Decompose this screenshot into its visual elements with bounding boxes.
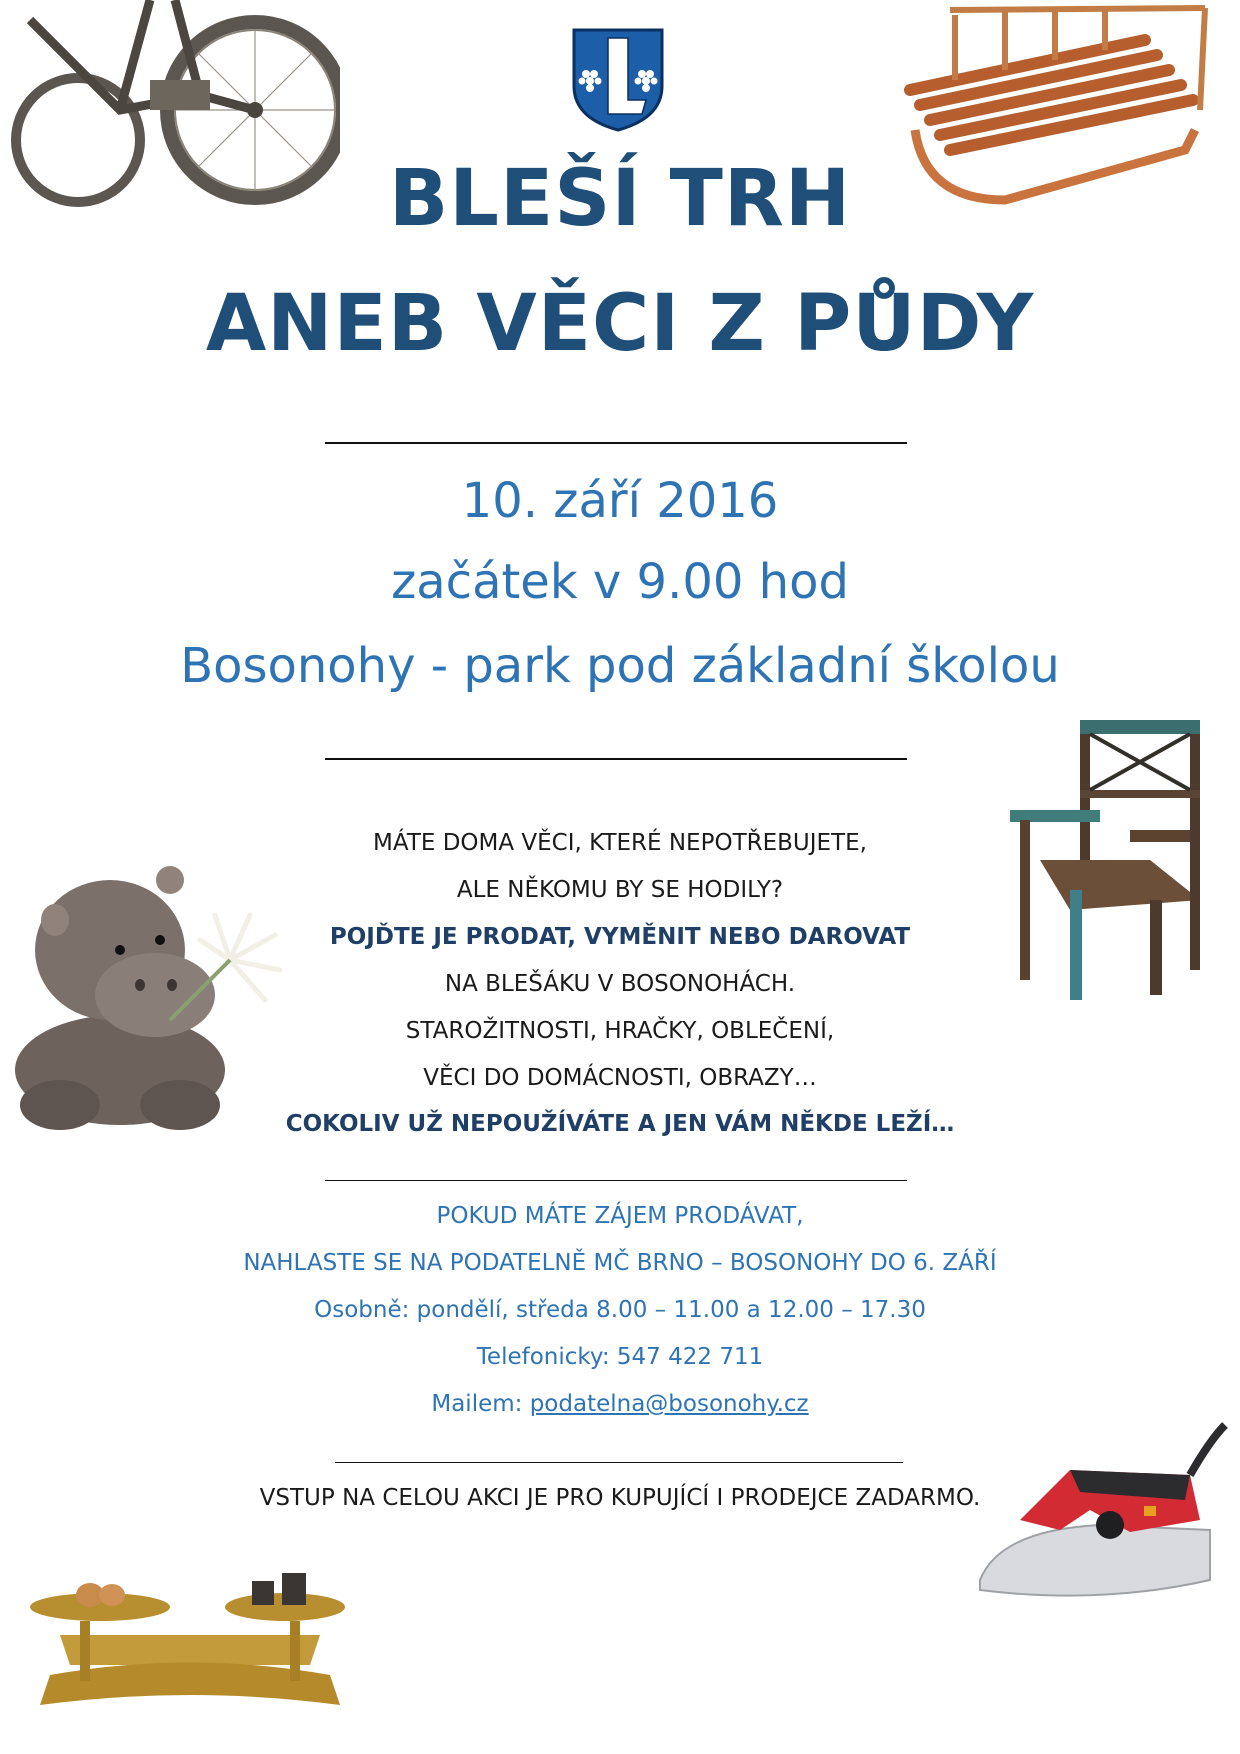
event-start-time: začátek v 9.00 hod (391, 554, 849, 610)
event-place: Bosonohy - park pod základní školou (180, 638, 1060, 694)
body-line-7: COKOLIV UŽ NEPOUŽÍVÁTE A JEN VÁM NĚKDE LEŽÍ… (285, 1111, 955, 1137)
body-line-3: POJĎTE JE PRODAT, VYMĚNIT NEBO DAROVAT (329, 924, 911, 950)
page-subtitle: ANEB VĚCI Z PŮDY (205, 279, 1035, 369)
office-hours: Osobně: pondělí, středa 8.00 – 11.00 a 12.00 – 17.30 (314, 1297, 926, 1323)
chair-image (1000, 710, 1215, 1010)
body-line-2: ALE NĚKOMU BY SE HODILY? (456, 877, 784, 903)
mail-link[interactable]: podatelna@bosonohy.cz (529, 1391, 809, 1417)
page-title: BLEŠÍ TRH (388, 154, 852, 244)
phone-contact: Telefonicky: 547 422 711 (476, 1344, 764, 1370)
footer-note: VSTUP NA CELOU AKCI JE PRO KUPUJÍCÍ I PRODEJCE ZADARMO. (259, 1485, 981, 1511)
mail-label: Mailem: (431, 1391, 530, 1417)
divider (325, 758, 907, 760)
body-line-1: MÁTE DOMA VĚCI, KTERÉ NEPOTŘEBUJETE, (373, 830, 867, 856)
mail-contact (0, 1393, 1240, 1416)
coat-of-arms-icon (570, 26, 666, 132)
body-line-4: NA BLEŠÁKU V BOSONOHÁCH. (444, 971, 796, 997)
info-line-2: NAHLASTE SE NA PODATELNĚ MČ BRNO – BOSONOHY DO 6. ZÁŘÍ (243, 1250, 997, 1276)
divider (335, 1462, 903, 1463)
divider (325, 1180, 907, 1181)
info-line-1: POKUD MÁTE ZÁJEM PRODÁVAT, (436, 1203, 804, 1229)
body-line-6: VĚCI DO DOMÁCNOSTI, OBRAZY… (423, 1065, 817, 1091)
iron-image (960, 1420, 1230, 1650)
event-date: 10. září 2016 (461, 473, 779, 529)
balance-scale-image (20, 1555, 360, 1730)
divider (325, 442, 907, 444)
body-line-5: STAROŽITNOSTI, HRAČKY, OBLEČENÍ, (405, 1018, 835, 1044)
